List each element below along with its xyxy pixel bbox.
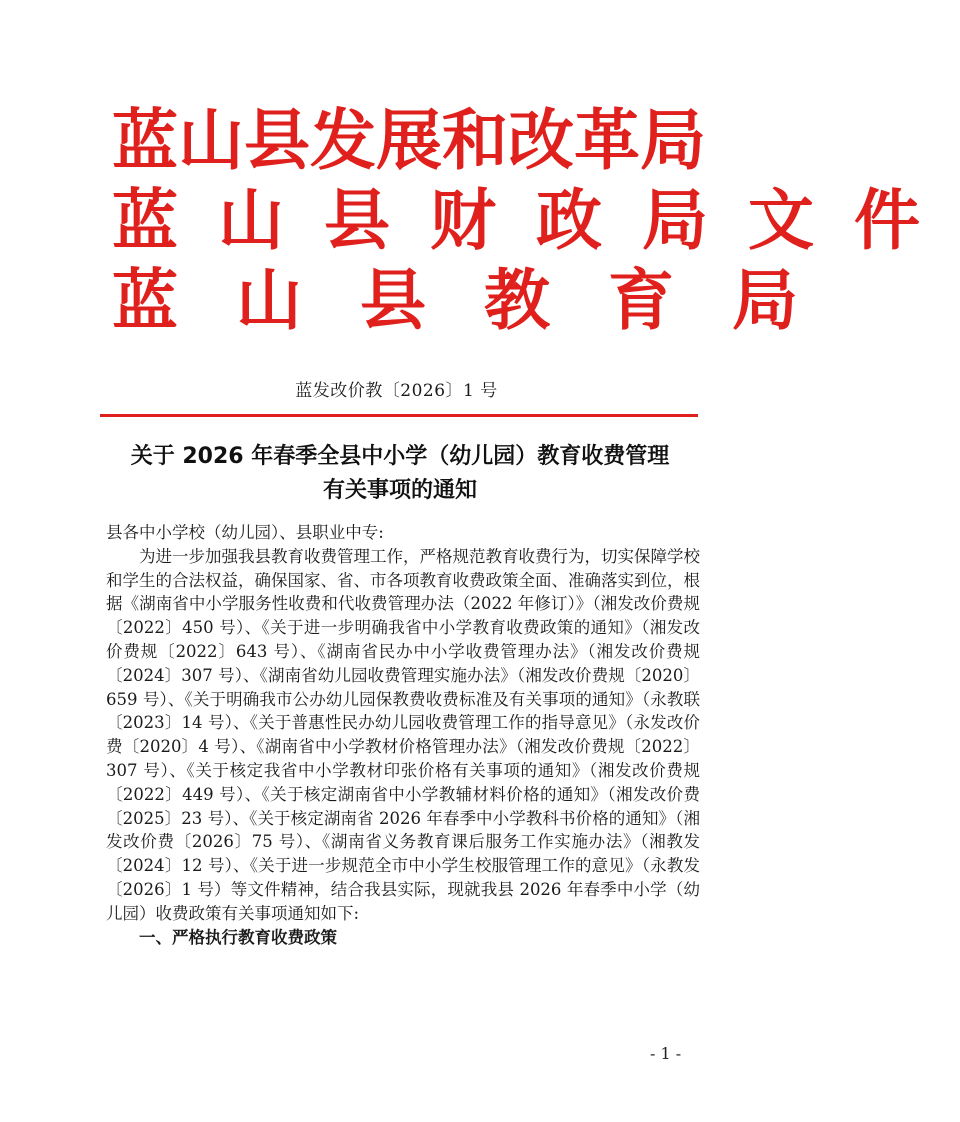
masthead-line-development-reform-bureau: 蓝山县发展和改革局 bbox=[112, 101, 706, 179]
document-number: 蓝发改价教〔2026〕1 号 bbox=[295, 381, 498, 401]
red-separator-line bbox=[100, 414, 698, 417]
document-title bbox=[90, 440, 710, 508]
document-body bbox=[106, 521, 700, 949]
page-number: - 1 - bbox=[650, 1044, 682, 1063]
title-line-2: 有关事项的通知 bbox=[322, 478, 477, 503]
masthead-line-finance-bureau-document: 蓝山县财政局文件 bbox=[112, 181, 960, 259]
section-heading: 一、严格执行教育收费政策 bbox=[139, 927, 337, 947]
masthead-line-education-bureau: 蓝山县教育局 bbox=[112, 261, 856, 339]
document-masthead bbox=[112, 100, 960, 340]
salutation: 县各中小学校（幼儿园）、县职业中专: bbox=[106, 523, 384, 542]
body-paragraph: 为进一步加强我县教育收费管理工作，严格规范教育收费行为，切实保障学校和学生的合法权益，确保国家、省、市各项教育收费政策全面、准确落实到位，根据《湖南省中小学服务性收费和代收费管理办法（2022 年修订）》（湘发改价费规〔2022〕450 号）、《关于进一步明确我省中小学教育收费政策的通知》（湘发改价费规〔2022〕643 号）、《湖南省民办中小学收费管理办法》（湘发改价费规〔2024〕307 号）、《湖南省幼儿园收费管理实施办法》（湘发改价费规〔2020〕659 号）、《关于明确我市公办幼儿园保教费收费标准及有关事项的通知》（永教联〔2023〕14 号）、《关于普惠性民办幼儿园收费管理工作的指导意见》（永发改价费〔2020〕4 号）、《湖南省中小学教材价格管理办法》（湘发改价费规〔2022〕307 号）、《关于核定我省中小学教材印张价格有关事项的通知》（湘发改价费规〔2022〕449 号）、《关于核定湖南省中小学教辅材料价格的通知》（湘发改价费〔2025〕23 号）、《关于核定湖南省 2026 年春季中小学教科书价格的通知》（湘发改价费〔2026〕75 号）、《湖南省义务教育课后服务工作实施办法》（湘教发〔2024〕12 号）、《关于进一步规范全市中小学生校服管理工作的意见》（永教发〔2026〕1 号）等文件精神，结合我县实际，现就我县 2026 年春季中小学（幼儿园）收费政策有关事项通知如下: bbox=[106, 546, 700, 923]
title-line-1: 关于 2026 年春季全县中小学（幼儿园）教育收费管理 bbox=[130, 444, 670, 469]
